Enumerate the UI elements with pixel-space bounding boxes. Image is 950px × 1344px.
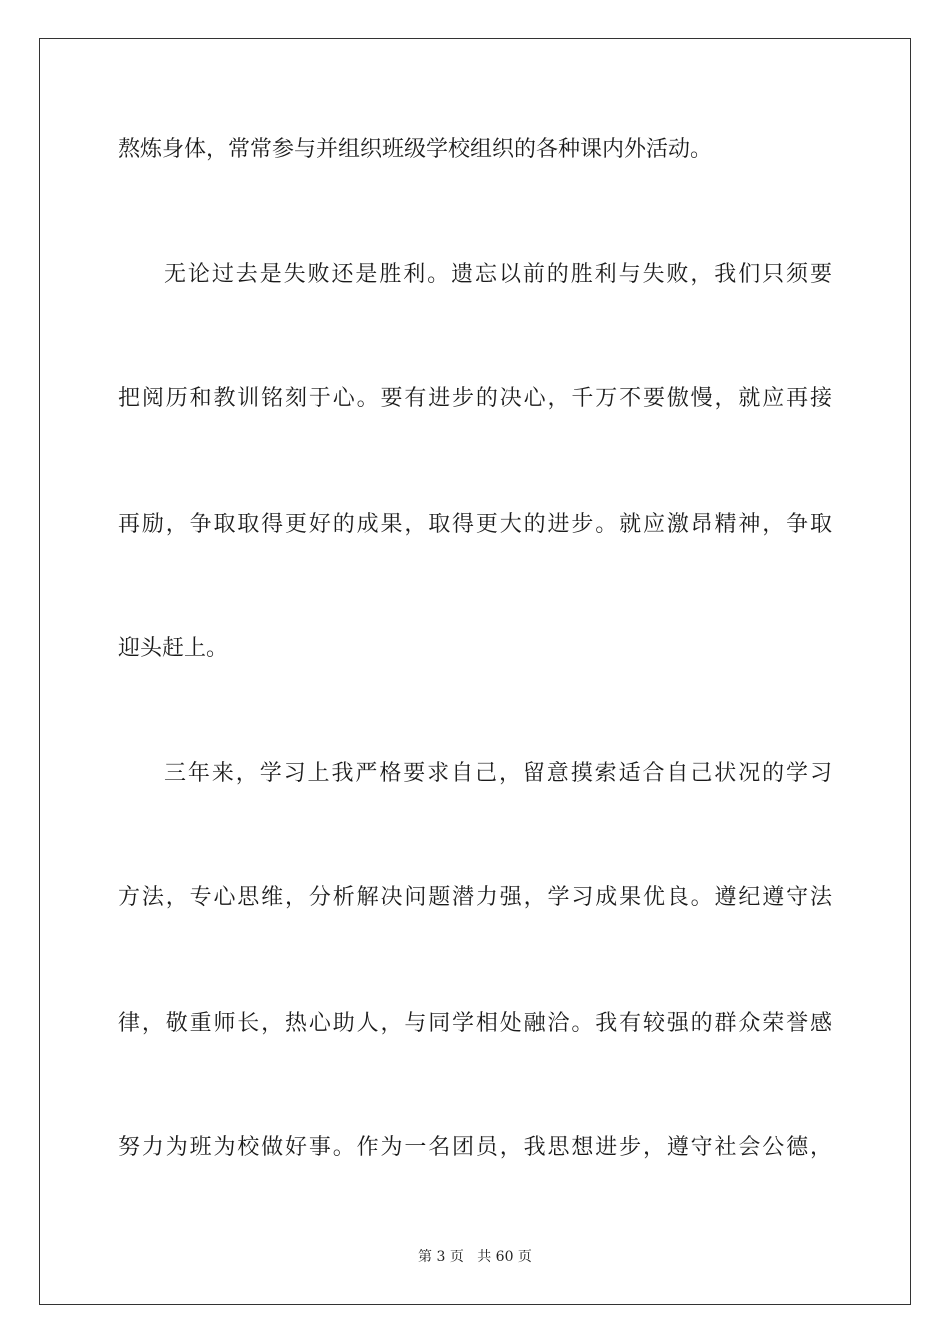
page-footer bbox=[0, 1248, 950, 1266]
text-line-7: 方法，专心思维，分析解决问题潜力强，学习成果优良。遵纪遵守法 bbox=[118, 885, 832, 910]
text-line-8: 律，敬重师长，热心助人，与同学相处融洽。我有较强的群众荣誉感 bbox=[118, 1011, 832, 1036]
text-line-4: 再励，争取取得更好的成果，取得更大的进步。就应激昂精神，争取 bbox=[118, 512, 832, 537]
page-number: 第 3 页 bbox=[418, 1249, 464, 1265]
text-line-2: 无论过去是失败还是胜利。遗忘以前的胜利与失败，我们只须要 bbox=[164, 262, 832, 287]
page-border bbox=[39, 38, 911, 1305]
text-line-3: 把阅历和教训铭刻于心。要有进步的决心，千万不要傲慢，就应再接 bbox=[118, 386, 832, 411]
text-line-5: 迎头赶上。 bbox=[118, 636, 229, 661]
text-line-1: 熬炼身体，常常参与并组织班级学校组织的各种课内外活动。 bbox=[118, 137, 713, 162]
text-line-6: 三年来，学习上我严格要求自己，留意摸索适合自己状况的学习 bbox=[164, 761, 832, 786]
total-pages: 共 60 页 bbox=[477, 1249, 532, 1265]
text-line-9: 努力为班为校做好事。作为一名团员，我思想进步，遵守社会公德， bbox=[118, 1135, 832, 1160]
